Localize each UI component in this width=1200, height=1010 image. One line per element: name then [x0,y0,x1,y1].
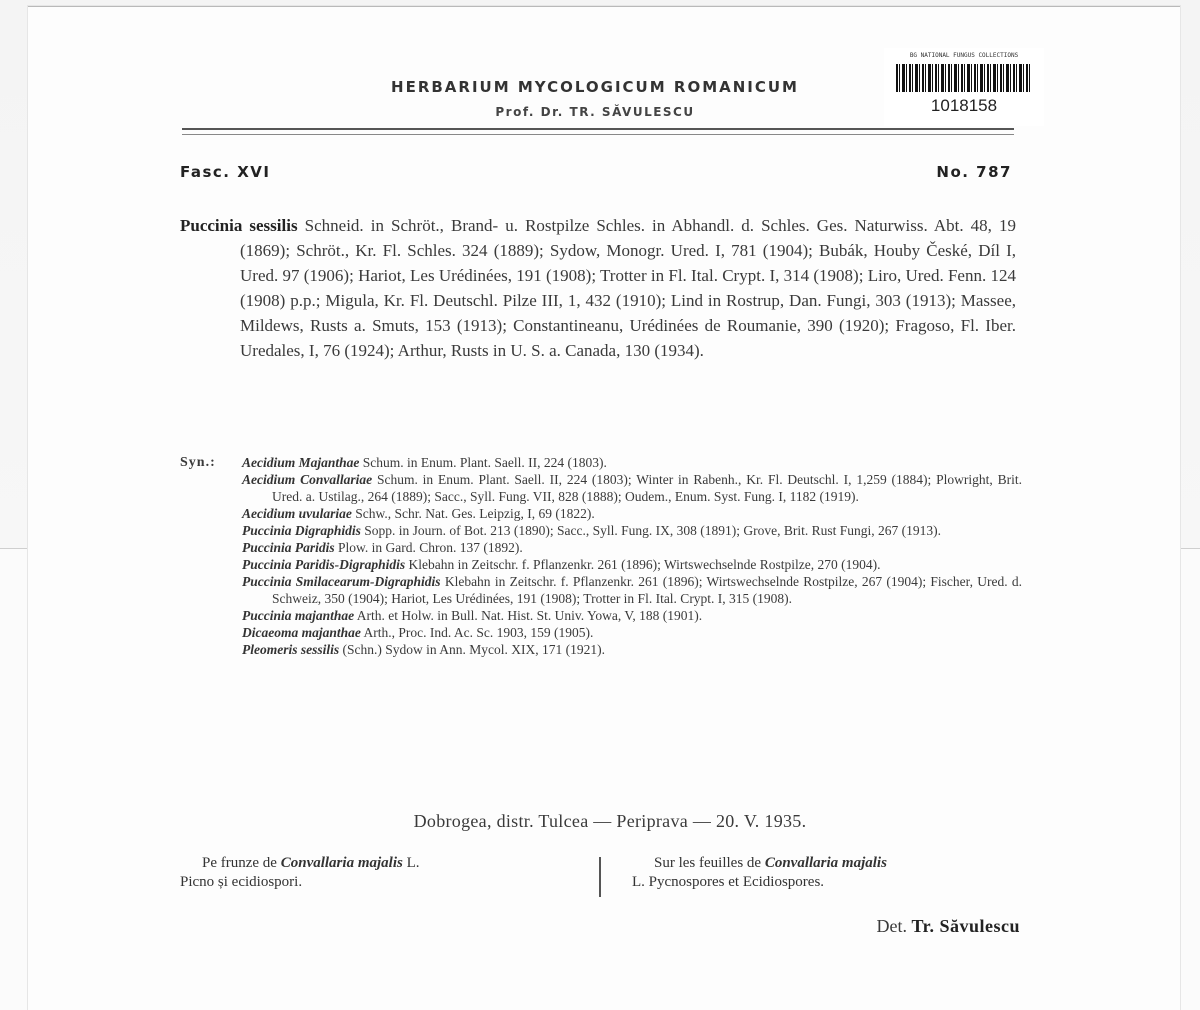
synonym-name: Puccinia majanthae [242,608,355,623]
host-note-romanian [180,854,580,892]
synonym-item [242,556,1022,573]
synonym-name: Puccinia Smilacearum-Digraphidis [242,574,441,589]
fascicle-number: Fasc. XVI [180,163,271,181]
synonym-item [242,641,1022,658]
herbarium-curator: Prof. Dr. TR. SĂVULESCU [495,105,695,119]
host-fr-prefix: Sur les feuilles de [654,855,762,871]
species-citation: Schneid. in Schröt., Brand- u. Rostpilze Schles. in Abhandl. d. Schles. Ges. Naturwiss. Abt. 48, 19 (1869); Schröt., Kr. Fl. Schles. 324 (1889); Sydow, Monogr. Ured. I, 781 (1904); Bubák, Houby České, Díl I, Ured. 97 (1906); Hariot, Les Urédinées, 191 (1908); Trotter in Fl. Ital. Crypt. I, 314 (1908); Liro, Ured. Fenn. 124 (1908) p.p.; Migula, Kr. Fl. Deutschl. Pilze III, 1, 432 (1910); Lind in Rostrup, Dan. Fungi, 303 (1913); Massee, Mildews, Rusts a. Smuts, 153 (1913); Constantineanu, Urédinées de Roumanie, 390 (1920); Fragoso, Fl. Iber. Uredales, I, 76 (1924); Arthur, Rusts in U. S. a. Canada, 130 (1934). [240,216,1016,360]
synonym-item [242,471,1022,505]
barcode-caption: BG NATIONAL FUNGUS COLLECTIONS [909,52,1019,59]
herbarium-title: HERBARIUM MYCOLOGICUM ROMANICUM [391,78,799,96]
collection-locality: Dobrogea, distr. Tulcea — Periprava — 20. V. 1935. [413,811,807,831]
synonym-ref: Arth., Proc. Ind. Ac. Sc. 1903, 159 (1905). [363,625,594,640]
synonyms-label: Syn.: [180,455,216,470]
header-rule [182,128,1014,130]
synonyms-block [180,454,1022,658]
synonym-name: Aecidium uvulariae [242,506,352,521]
synonym-name: Aecidium Convallariae [242,472,373,487]
synonym-ref: Schw., Schr. Nat. Ges. Leipzig, I, 69 (1822). [355,506,595,521]
host-fr-name: Convallaria majalis [764,855,887,871]
host-ro-spores: Picno și ecidiospori. [180,874,303,890]
synonym-ref: Plow. in Gard. Chron. 137 (1892). [338,540,523,555]
synonym-item [242,573,1022,607]
synonym-name: Puccinia Digraphidis [242,523,361,538]
synonym-ref: Klebahn in Zeitschr. f. Pflanzenkr. 261 (1896); Wirtswechselnde Rostpilze, 267 (1904); Fischer, Ured. d. Schweiz, 350 (1904); Hariot, Les Urédinées, 191 (1908); Trotter in Fl. Ital. Crypt. I, 315 (1908). [272,574,1023,606]
specimen-number: No. 787 [936,163,1012,181]
synonym-item [242,454,1022,471]
synonym-ref: Sopp. in Journ. of Bot. 213 (1890); Sacc., Syll. Fung. IX, 308 (1891); Grove, Brit. Rust Fungi, 267 (1913). [364,523,942,538]
barcode-icon [896,64,1032,92]
synonym-name: Pleomeris sessilis [242,642,340,657]
synonym-name: Puccinia Paridis-Digraphidis [242,557,406,572]
host-ro-suffix: L. [406,855,420,871]
determiner [876,916,1020,937]
synonym-ref: Klebahn in Zeitschr. f. Pflanzenkr. 261 (1896); Wirtswechselnde Rostpilze, 270 (1904). [408,557,881,572]
synonym-name: Puccinia Paridis [242,540,335,555]
synonym-ref: Schum. in Enum. Plant. Saell. II, 224 (1803). [362,455,607,470]
barcode-label [884,48,1044,126]
determiner-name: Tr. Săvulescu [911,916,1020,936]
barcode-number: 1018158 [930,96,998,115]
synonym-ref: Schum. in Enum. Plant. Saell. II, 224 (1803); Winter in Rabenh., Kr. Fl. Deutschl. I, 1,259 (1884); Plowright, Brit. Ured. a. Ustilag., 264 (1889); Sacc., Syll. Fung. VII, 828 (1888); Oudem., Enum. Syst. Fung. I, 1182 (1919). [272,472,1022,504]
synonym-ref: Arth. et Holw. in Bull. Nat. Hist. St. Univ. Yowa, V, 188 (1901). [356,608,703,623]
host-ro-name: Convallaria majalis [280,855,403,871]
synonym-name: Dicaeoma majanthae [242,625,361,640]
synonym-item [242,624,1022,641]
host-fr-spores: L. Pycnospores et Ecidiospores. [632,874,825,890]
determiner-prefix: Det. [876,916,907,936]
synonym-item [242,539,1022,556]
synonym-item [242,607,1022,624]
synonyms-list [242,454,1022,658]
header-rule-thin [182,134,1014,135]
column-divider [599,857,601,897]
host-note-french [632,854,1024,892]
synonym-name: Aecidium Majanthae [242,455,360,470]
synonym-ref: (Schn.) Sydow in Ann. Mycol. XIX, 171 (1921). [342,642,605,657]
species-name: Puccinia sessilis [180,216,298,235]
synonym-item [242,522,1022,539]
synonym-item [242,505,1022,522]
species-citation-block [180,213,1016,363]
host-ro-prefix: Pe frunze de [202,855,277,871]
